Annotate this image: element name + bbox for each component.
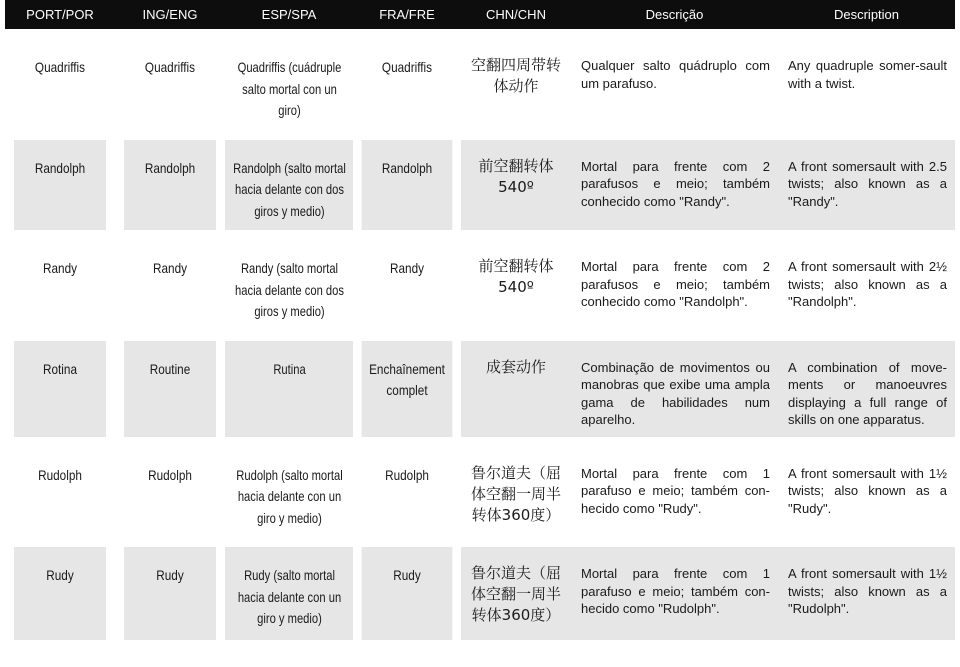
term-fra: Rudy (362, 542, 453, 640)
column-header-esp: ESP/SPA (225, 0, 353, 34)
term-fra: Quadriffis (381, 59, 433, 75)
term-esp: Rudy (salto mortal hacia delante con un giro y medio) (237, 567, 341, 626)
table-row (5, 235, 955, 336)
term-fra: Rudolph (385, 466, 429, 483)
column-header-port: PORT/POR (5, 0, 115, 34)
term-eng: Routine (124, 336, 216, 442)
term-esp: Rudolph (salto mortal hacia delante con un giro y medio) (235, 466, 343, 526)
description-en: A combination of move-ments or manoeuvres displaying a full range of skills on one apparatus. (778, 336, 955, 442)
term-por: Rudolph (38, 466, 82, 483)
description-pt: Mortal para frente com 1 parafuso e meio; também con-hecido como "Rudy". (581, 465, 770, 516)
table-row (5, 442, 955, 543)
description-pt: Mortal para frente com 1 parafuso e meio; também con-hecido como "Rudolph". (571, 542, 778, 640)
description-pt: Mortal para frente com 2 parafusos e meio; também conhecido como "Randy". (571, 135, 778, 236)
glossary-table (5, 0, 955, 640)
term-por: Randy (43, 260, 77, 276)
term-chn: 前空翻转体540º (478, 257, 554, 296)
description-pt: Mortal para frente com 2 parafusos e meio; também conhecido como "Randolph". (581, 259, 770, 309)
term-chn: 鲁尔道夫（屈体空翻一周半转体360度） (461, 542, 571, 640)
column-header-chn: CHN/CHN (461, 0, 571, 34)
table-row (5, 135, 955, 236)
description-en: A front somersault with 2½ twists; also known as a "Randolph". (788, 259, 947, 309)
term-chn: 前空翻转体540º (461, 135, 571, 236)
term-eng: Randolph (124, 135, 216, 236)
term-esp: Randolph (salto mortal hacia delante con dos giros y medio) (232, 159, 346, 219)
term-eng: Randy (153, 260, 187, 276)
column-header-fra: FRA/FRE (353, 0, 461, 34)
term-chn: 鲁尔道夫（屈体空翻一周半转体360度） (470, 463, 561, 524)
term-chn: 成套动作 (461, 336, 571, 442)
term-eng: Rudolph (148, 466, 192, 483)
term-esp: Quadriffis (cuádruple salto mortal con un giro) (237, 59, 341, 118)
term-por: Quadriffis (34, 59, 86, 75)
term-por: Randolph (14, 135, 106, 236)
description-en: A front somersault with 2.5 twists; also known as a "Randy". (778, 135, 955, 236)
term-por: Rudy (14, 542, 106, 640)
term-fra: Enchaînement complet (362, 336, 453, 442)
header-row (5, 0, 955, 34)
column-header-eng: ING/ENG (115, 0, 225, 34)
term-fra: Randy (390, 260, 424, 276)
description-en: Any quadruple somer-sault with a twist. (788, 58, 947, 91)
glossary-table-wrapper (5, 0, 955, 640)
table-row (5, 542, 955, 640)
term-fra: Randolph (362, 135, 453, 236)
term-por: Rotina (14, 336, 106, 442)
table-row (5, 34, 955, 135)
description-en: A front somersault with 1½ twists; also known as a "Rudy". (788, 465, 947, 516)
column-header-description: Description (778, 0, 955, 34)
term-eng: Rudy (124, 542, 216, 640)
term-esp: Randy (salto mortal hacia delante con dos giros y medio) (234, 260, 344, 319)
term-chn: 空翻四周带转体动作 (470, 56, 561, 95)
term-esp: Rutina (272, 360, 306, 377)
description-pt: Qualquer salto quádruplo com um parafuso. (581, 58, 770, 91)
description-pt: Combinação de movimentos ou manobras que exibe uma ampla gama de habilidades num aparelho. (571, 336, 778, 442)
description-en: A front somersault with 1½ twists; also known as a "Rudolph". (778, 542, 955, 640)
column-header-descricao: Descrição (571, 0, 778, 34)
term-eng: Quadriffis (144, 59, 196, 75)
table-row (5, 336, 955, 442)
